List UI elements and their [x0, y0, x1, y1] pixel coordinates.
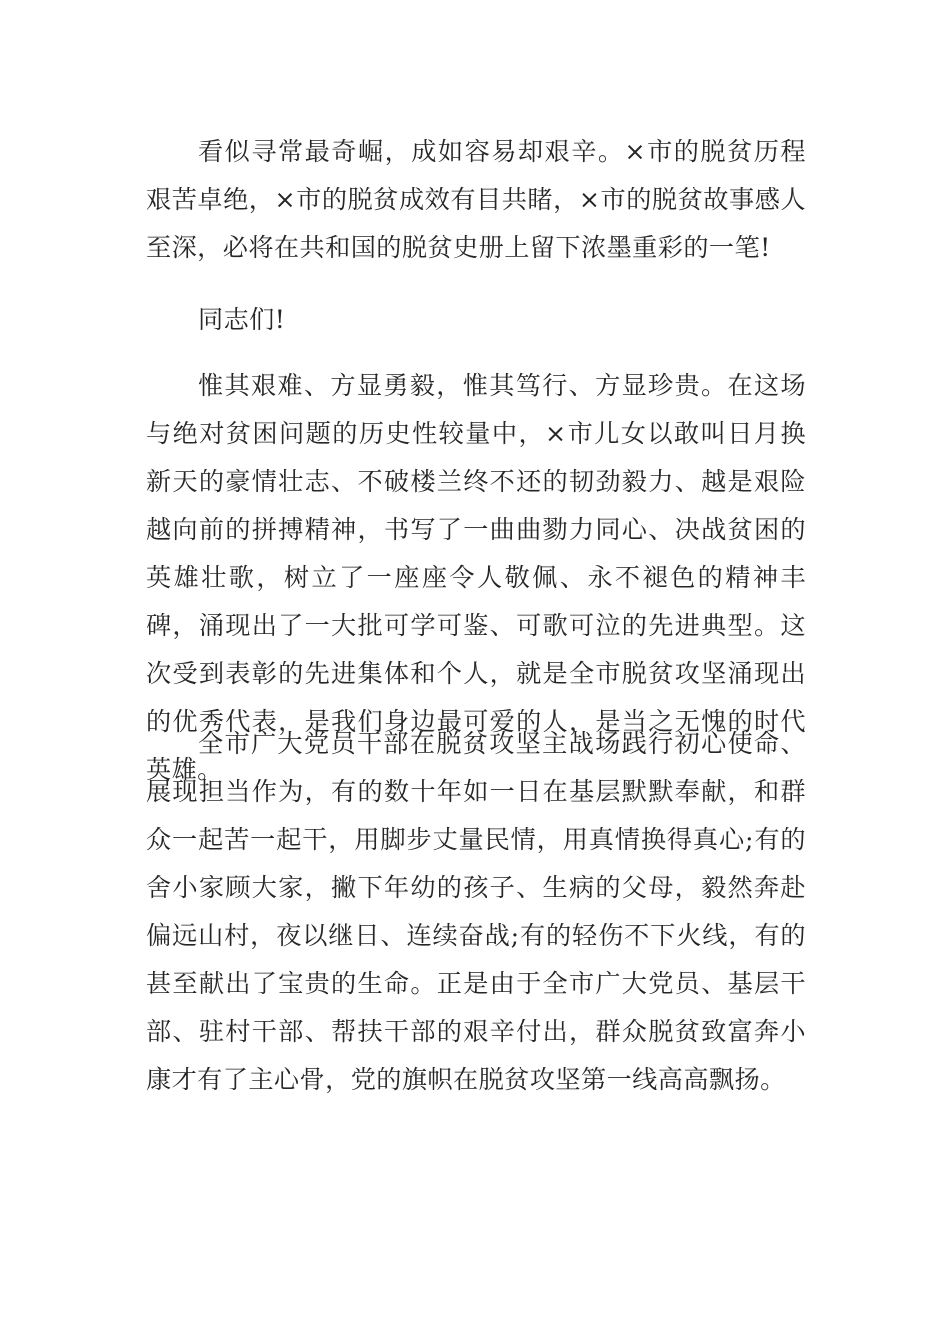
paragraph-salutation: 同志们! [198, 305, 286, 334]
paragraph-intro: 看似寻常最奇崛，成如容易却艰辛。×市的脱贫历程艰苦卓绝，×市的脱贫成效有目共睹，×市的脱贫故事感人至深，必将在共和国的脱贫史册上留下浓墨重彩的一笔! [146, 137, 806, 262]
paragraph-party-members: 全市广大党员干部在脱贫攻坚主战场践行初心使命、展现担当作为，有的数十年如一日在基层默默奉献，和群众一起苦一起干，用脚步丈量民情，用真情换得真心;有的舍小家顾大家，撇下年幼的孩子、生病的父母，毅然奔赴偏远山村，夜以继日、连续奋战;有的轻伤不下火线，有的甚至献出了宝贵的生命。正是由于全市广大党员、基层干部、驻村干部、帮扶干部的艰辛付出，群众脱贫致富奔小康才有了主心骨，党的旗帜在脱贫攻坚第一线高高飘扬。 [146, 729, 806, 1094]
paragraph-heroes: 惟其艰难、方显勇毅，惟其笃行、方显珍贵。在这场与绝对贫困问题的历史性较量中，×市儿女以敢叫日月换新天的豪情壮志、不破楼兰终不还的韧劲毅力、越是艰险越向前的拼搏精神，书写了一曲曲勠力同心、决战贫困的英雄壮歌，树立了一座座令人敬佩、永不褪色的精神丰碑，涌现出了一大批可学可鉴、可歌可泣的先进典型。这次受到表彰的先进集体和个人，就是全市脱贫攻坚涌现出的优秀代表，是我们身边最可爱的人，是当之无愧的时代英雄。 [146, 371, 806, 784]
